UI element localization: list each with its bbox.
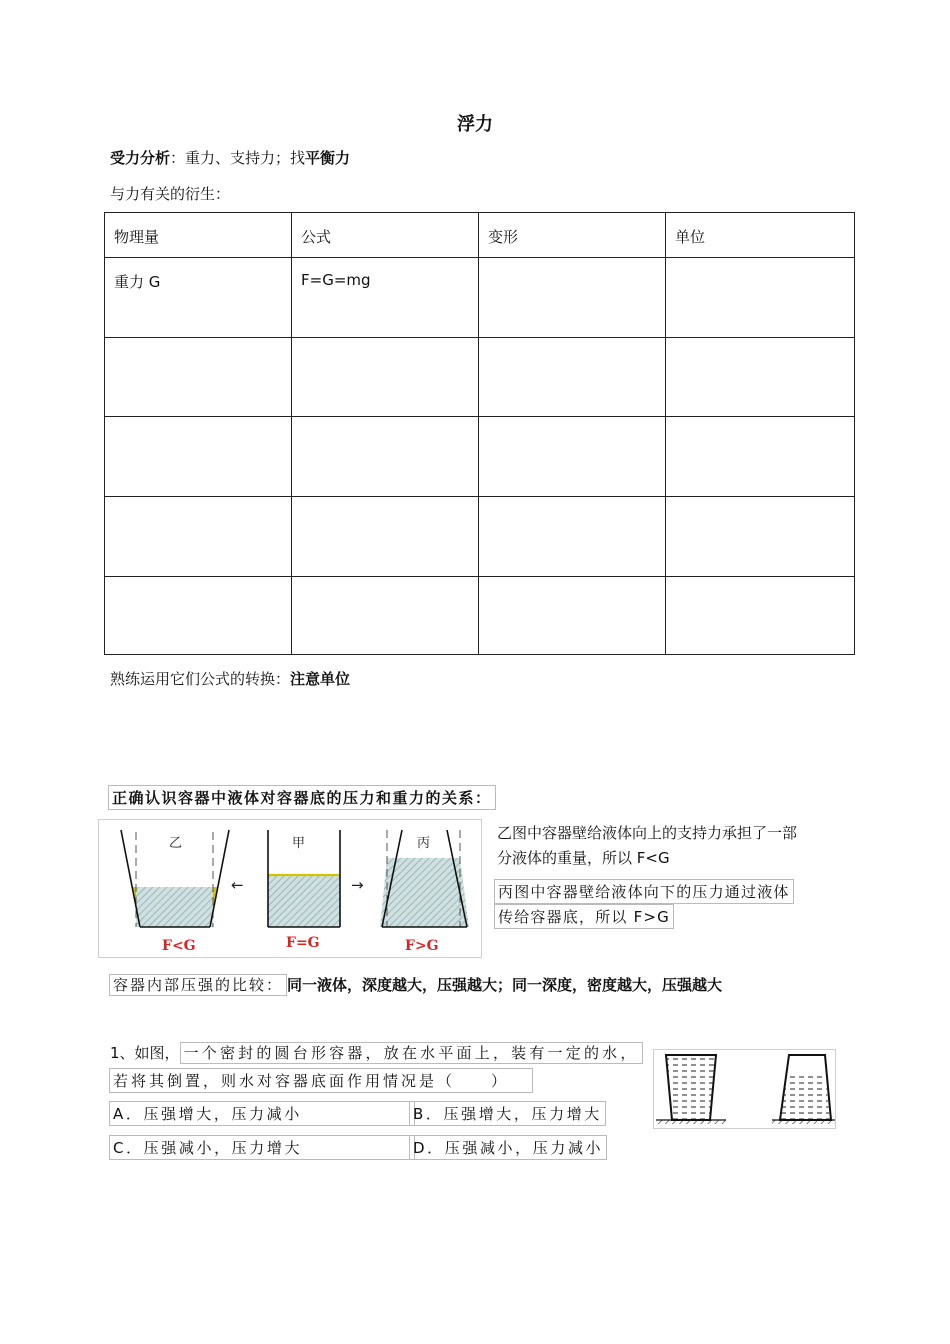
table-header-cell: 单位 — [666, 213, 855, 258]
jia-label: 甲 — [292, 836, 306, 851]
conversion-bold: 注意单位 — [290, 670, 351, 688]
explain-bing-line1: 丙图中容器壁给液体向下的压力通过液体 — [494, 879, 794, 904]
table-cell — [666, 338, 855, 417]
table-cell — [479, 497, 666, 577]
table-cell — [105, 497, 292, 577]
relation-heading: 正确认识容器中液体对容器底的压力和重力的关系： — [108, 785, 496, 810]
frustum-inverted — [772, 1055, 835, 1124]
upright-water — [666, 1058, 716, 1120]
conversion-line — [110, 668, 350, 689]
container-diagram — [99, 820, 481, 957]
table-cell — [105, 338, 292, 417]
table-cell — [666, 497, 855, 577]
table-cell — [479, 258, 666, 338]
table-cell — [105, 577, 292, 655]
table-header-cell: 公式 — [292, 213, 479, 258]
container-bing — [380, 830, 469, 954]
force-analysis-bold: 平衡力 — [305, 149, 351, 167]
question-line-1 — [110, 1042, 643, 1063]
derived-label: 与力有关的衍生： — [110, 185, 231, 203]
table-cell — [292, 338, 479, 417]
yi-wall-left — [121, 830, 140, 927]
table-cell — [292, 417, 479, 497]
force-analysis-text: 重力、支持力；找 — [185, 149, 306, 167]
question-figure — [653, 1049, 836, 1129]
table-row — [105, 497, 855, 577]
page-title: 浮力 — [457, 114, 493, 135]
container-jia — [268, 830, 340, 951]
bing-label: 丙 — [417, 836, 431, 851]
frustum-diagram — [654, 1050, 835, 1128]
explain-yi-line1: 乙图中容器壁给液体向上的支持力承担了一部 — [497, 824, 798, 842]
table-header-row — [105, 213, 855, 258]
option-b[interactable]: B．压强增大，压力增大 — [409, 1101, 606, 1126]
table-cell: F=G=mg — [292, 258, 479, 338]
table-row — [105, 258, 855, 338]
question-stem-2: 若将其倒置，则水对容器底面作用情况是（ ） — [109, 1068, 533, 1093]
question-number: 1、如图， — [110, 1044, 180, 1062]
table-cell — [292, 497, 479, 577]
table-cell — [105, 417, 292, 497]
table-header-cell: 变形 — [479, 213, 666, 258]
force-analysis-line — [110, 147, 350, 168]
right-arrow-icon: → — [351, 876, 364, 894]
table-cell — [479, 417, 666, 497]
force-analysis-sep: ： — [170, 149, 186, 167]
yi-label: 乙 — [169, 836, 183, 851]
inverted-water — [781, 1072, 830, 1120]
table-row — [105, 338, 855, 417]
question-stem-1: 一个密封的圆台形容器，放在水平面上，装有一定的水， — [180, 1042, 643, 1064]
explain-bing-line2: 传给容器底，所以 F>G — [494, 904, 674, 929]
bing-caption: F>G — [405, 938, 439, 954]
table-cell — [666, 417, 855, 497]
jia-liquid — [268, 875, 340, 927]
pressure-compare-line — [109, 974, 722, 995]
option-c[interactable]: C．压强减小，压力增大 — [109, 1135, 415, 1160]
yi-liquid — [136, 887, 213, 927]
option-a[interactable]: A．压强增大，压力减小 — [109, 1101, 415, 1126]
table-cell — [666, 258, 855, 338]
explain-yi-line2: 分液体的重量，所以 F<G — [497, 849, 670, 867]
table-cell — [666, 577, 855, 655]
pressure-compare-bold: 同一液体，深度越大，压强越大；同一深度，密度越大，压强越大 — [287, 976, 723, 994]
table-row — [105, 577, 855, 655]
table-cell — [479, 338, 666, 417]
table-cell — [479, 577, 666, 655]
table-row — [105, 417, 855, 497]
option-d[interactable]: D．压强减小，压力减小 — [409, 1135, 607, 1160]
container-comparison-figure — [98, 819, 482, 958]
container-yi — [121, 830, 229, 954]
table-header-cell: 物理量 — [105, 213, 292, 258]
jia-caption: F=G — [286, 935, 320, 951]
pressure-compare-label: 容器内部压强的比较： — [109, 974, 287, 996]
conversion-text: 熟练运用它们公式的转换： — [110, 670, 291, 688]
yi-caption: F<G — [162, 938, 196, 954]
left-arrow-icon: ← — [231, 876, 244, 894]
table-cell — [292, 577, 479, 655]
physics-table — [104, 212, 855, 655]
frustum-upright — [656, 1055, 726, 1124]
table-cell: 重力 G — [105, 258, 292, 338]
force-analysis-label: 受力分析 — [110, 149, 171, 167]
